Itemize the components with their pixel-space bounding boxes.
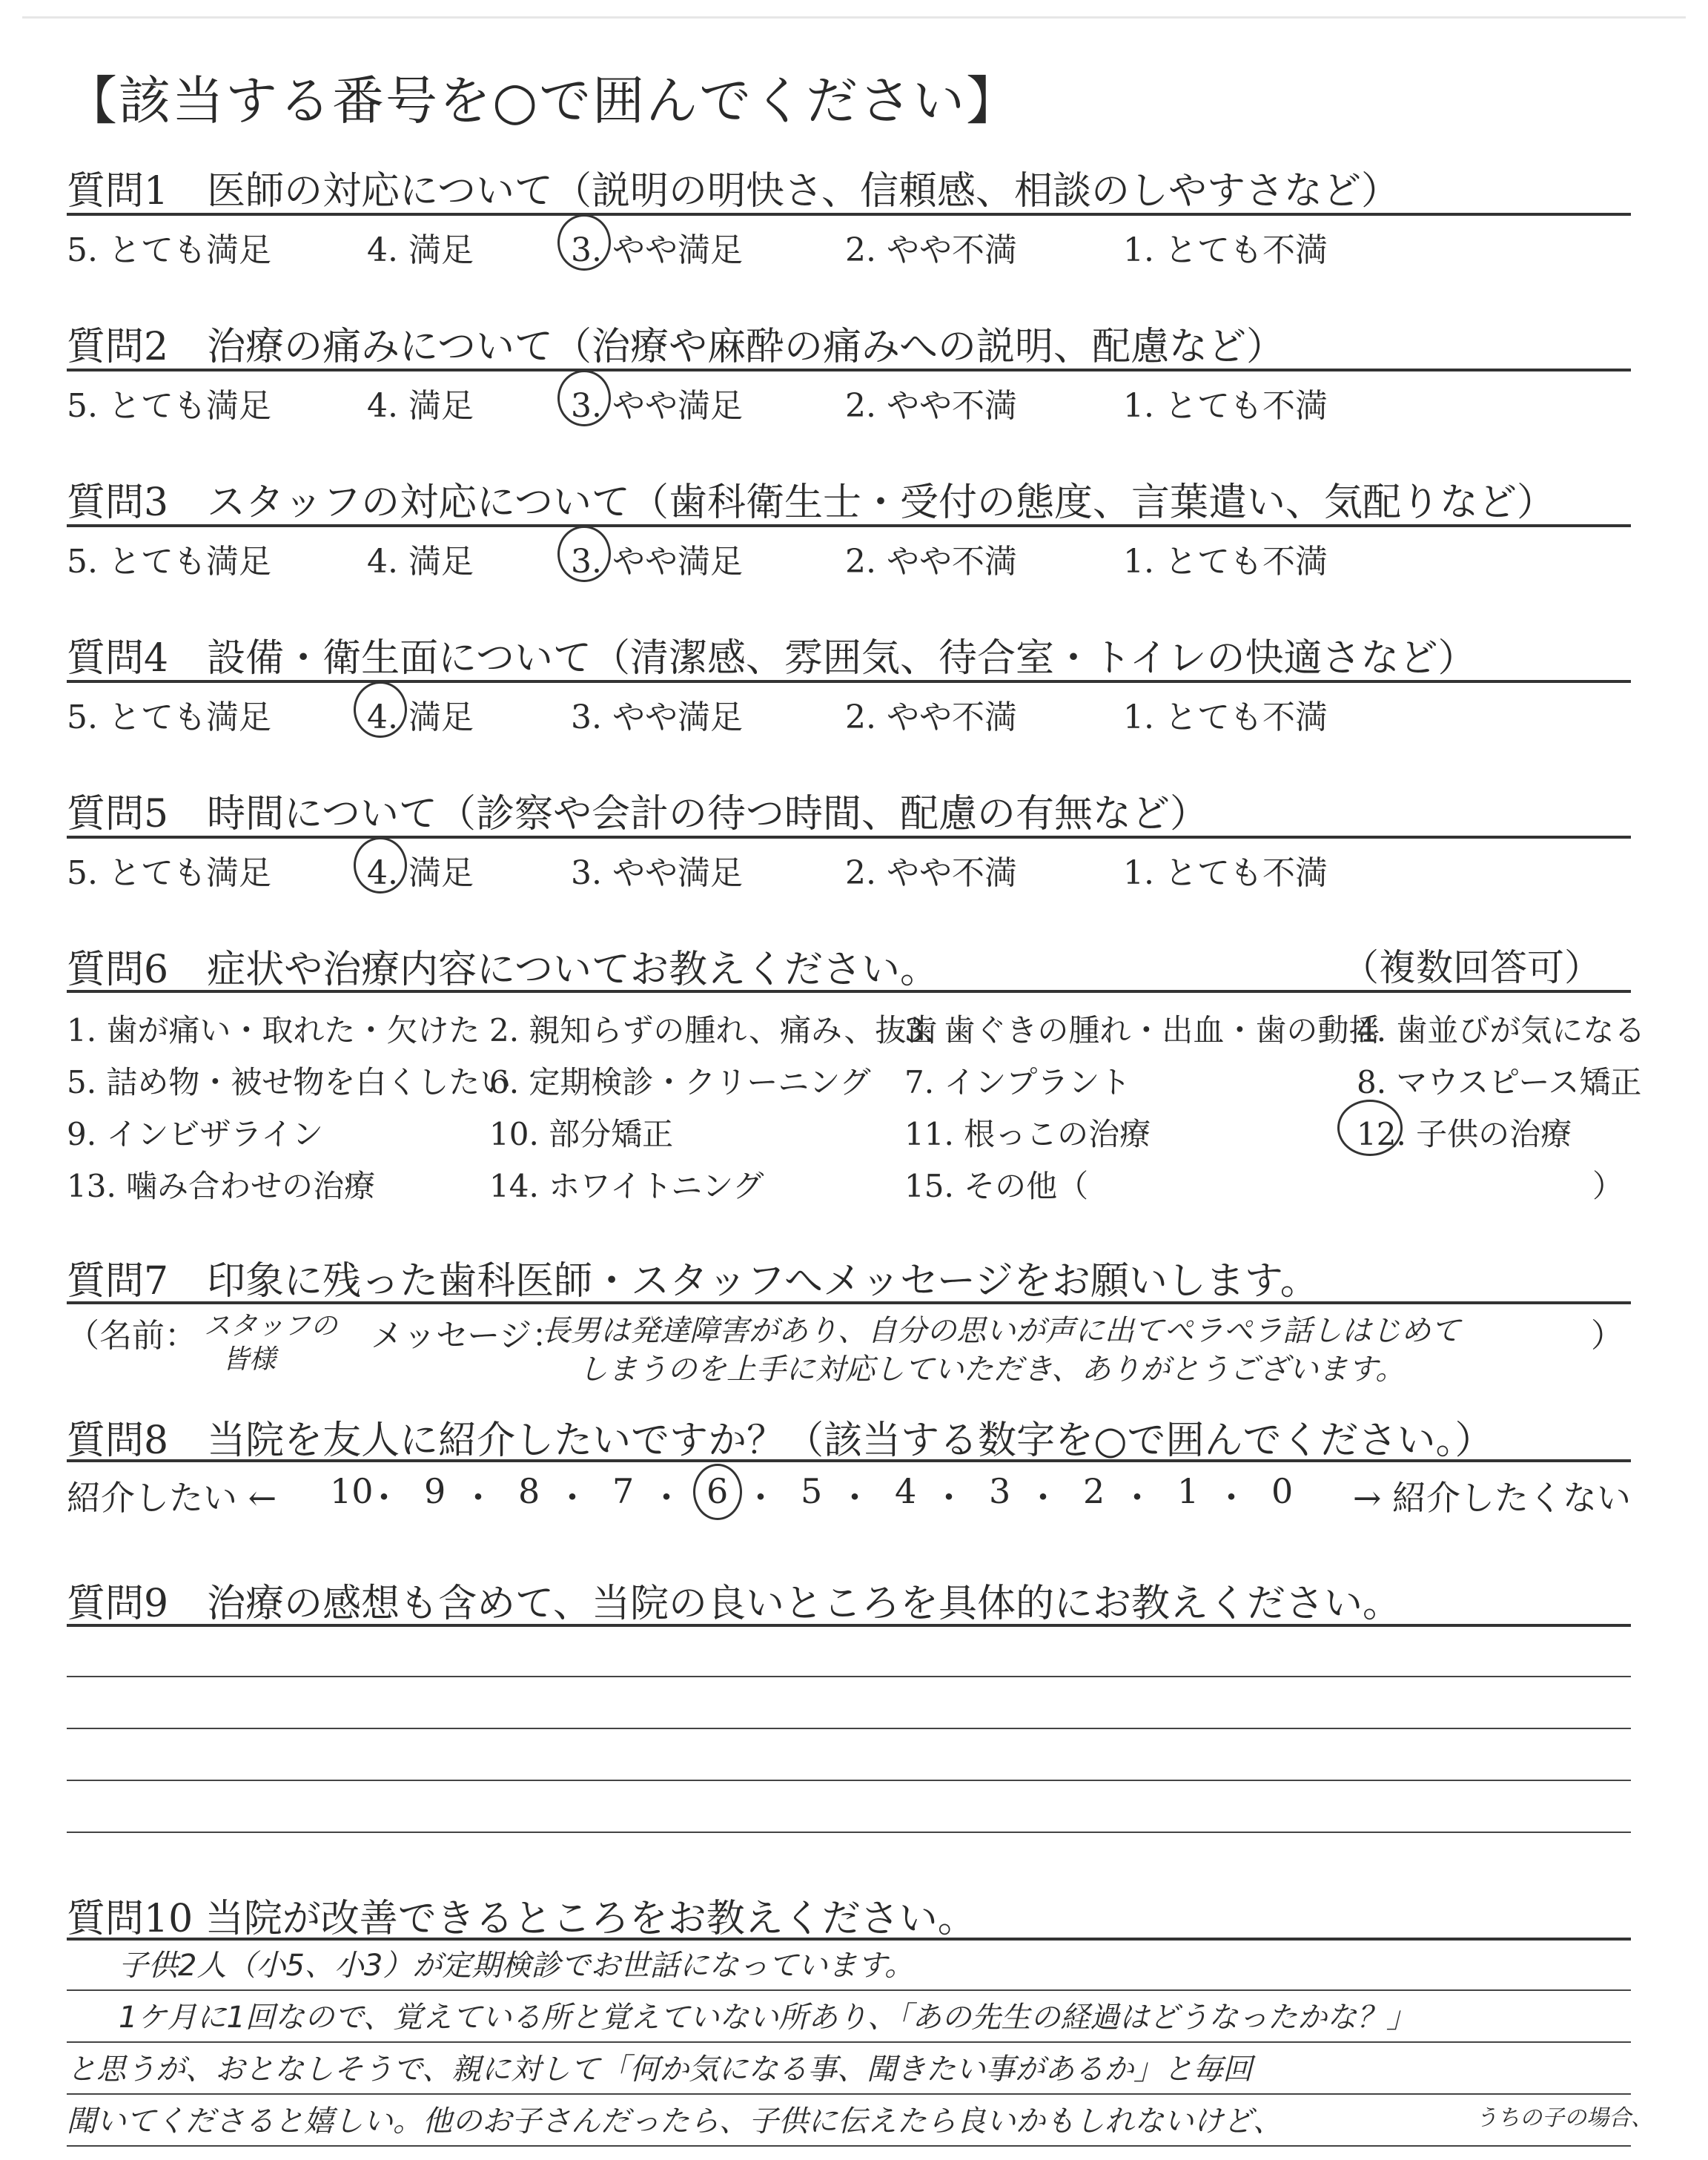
q6-option[interactable]: 1. 歯が痛い・取れた・欠けた [67,1012,480,1048]
question-9 [67,1572,1631,1854]
q8-scale-dot: ・ [1214,1478,1248,1518]
q8-scale-dot: ・ [367,1478,401,1518]
q4-rule [67,680,1631,683]
rating-option[interactable]: 1. とても不満 [1123,387,1328,425]
q6-option[interactable]: 5. 詰め物・被せ物を白くしたい [67,1064,512,1100]
q6-multiple-note: （複数回答可） [1342,946,1601,989]
q7-rule [67,1301,1631,1304]
q6-option[interactable]: 4. 歯並びが気になる [1357,1012,1646,1048]
selection-circle [1337,1100,1403,1156]
rating-option[interactable]: 3. やや満足 [571,698,743,736]
rating-option[interactable]: 3. やや満足 [571,854,743,892]
rating-option[interactable]: 5. とても満足 [67,854,271,892]
q10-rule [67,1938,1631,1941]
q8-scale-dot: ・ [1026,1478,1060,1518]
q9-answer-line [67,1780,1631,1781]
rating-option[interactable]: 3. やや満足 [571,387,743,425]
selection-circle [354,681,407,738]
q6-rule [67,990,1631,993]
selection-circle [557,214,611,271]
q10-title: 質問10 当院が改善できるところをお教えください。 [67,1897,976,1941]
question-7 [67,1249,1631,1398]
q10-answer-line-1: 子供2人（小5、小3）が定期検診でお世話になっています。 [119,1949,915,1983]
q8-scale-dot: ・ [649,1478,683,1518]
q8-scale-value[interactable]: 0 [1271,1471,1294,1511]
q8-scale-value[interactable]: 9 [424,1471,446,1511]
rating-option[interactable]: 4. 満足 [367,698,474,736]
q8-scale-dot: ・ [555,1478,589,1518]
q8-scale-value[interactable]: 2 [1083,1471,1105,1511]
q10-answer-line-2: 1ケ月に1回なので、覚えている所と覚えていない所あり、「あの先生の経過はどうなったかな？」 [119,2001,1417,2035]
q6-option[interactable]: 15. その他（ [904,1168,1089,1204]
q7-close-paren: ） [1591,1317,1623,1355]
q10-answer-line [67,2093,1631,2095]
rating-option[interactable]: 3. やや満足 [571,231,743,269]
q8-scale-value[interactable]: 3 [989,1471,1011,1511]
q6-option[interactable]: 7. インプラント [904,1064,1131,1100]
q6-option[interactable]: 12. 子供の治療 [1357,1116,1572,1152]
q8-scale-dot: ・ [838,1478,872,1518]
q10-answer-line [67,2041,1631,2043]
q6-option[interactable]: 11. 根っこの治療 [904,1116,1151,1152]
rating-option[interactable]: 2. やや不満 [845,698,1017,736]
q8-scale-value[interactable]: 6 [706,1471,729,1511]
q8-title: 質問8 当院を友人に紹介したいですか？（該当する数字を○で囲んでください。） [67,1418,1494,1463]
rating-option[interactable]: 5. とても満足 [67,543,271,581]
rating-option[interactable]: 2. やや不満 [845,387,1017,425]
q8-scale-dot: ・ [1120,1478,1154,1518]
rating-option[interactable]: 1. とても不満 [1123,854,1328,892]
q3-title: 質問3 スタッフの対応について（歯科衛生士・受付の態度、言葉遣い、気配りなど） [67,480,1556,525]
q8-scale-dot: ・ [461,1478,495,1518]
question-5 [67,782,1631,894]
q7-name-value: スタッフの [204,1311,338,1341]
selection-circle [693,1464,742,1520]
question-10 [67,1887,1653,2160]
q8-right-label: → 紹介したくない [1352,1478,1631,1518]
scan-top-edge [22,16,1686,19]
q9-answer-line [67,1676,1631,1677]
rating-option[interactable]: 5. とても満足 [67,231,271,269]
selection-circle [557,526,611,582]
q2-rule [67,369,1631,371]
q8-scale-value[interactable]: 7 [612,1471,635,1511]
question-4 [67,627,1631,738]
q7-name-label: （名前： [67,1317,197,1355]
selection-circle [557,370,611,426]
q5-rule [67,836,1631,839]
q8-scale-dot: ・ [744,1478,778,1518]
q6-option[interactable]: 8. マウスピース矯正 [1357,1064,1642,1100]
q6-option[interactable]: 2. 親知らずの腫れ、痛み、抜歯 [489,1012,938,1048]
q6-option[interactable]: 13. 噛み合わせの治療 [67,1168,376,1204]
q6-option[interactable]: 3. 歯ぐきの腫れ・出血・歯の動揺 [904,1012,1380,1048]
q6-option[interactable]: 6. 定期検診・クリーニング [489,1064,871,1100]
q2-title: 質問2 治療の痛みについて（治療や麻酔の痛みへの説明、配慮など） [67,325,1285,369]
q1-title: 質問1 医師の対応について（説明の明快さ、信頼感、相談のしやすさなど） [67,169,1400,214]
q3-rule [67,524,1631,527]
q10-side-note: うちの子の場合、 [1475,2105,1653,2131]
q8-rule [67,1459,1631,1462]
q9-answer-line [67,1832,1631,1833]
q5-title: 質問5 時間について（診察や会計の待つ時間、配慮の有無など） [67,792,1209,836]
q7-name-value-2: 皆様 [222,1344,277,1375]
rating-option[interactable]: 4. 満足 [367,231,474,269]
q8-scale-value[interactable]: 8 [518,1471,540,1511]
q8-scale-value[interactable]: 10 [330,1471,374,1511]
question-1 [67,159,1631,271]
q8-left-label: 紹介したい ← [67,1478,277,1518]
rating-option[interactable]: 4. 満足 [367,854,474,892]
question-6 [67,938,1646,1220]
rating-option[interactable]: 1. とても不満 [1123,698,1328,736]
q8-scale-dot: ・ [932,1478,966,1518]
q10-answer-line [67,2145,1631,2147]
q9-title: 質問9 治療の感想も含めて、当院の良いところを具体的にお教えください。 [67,1582,1402,1626]
rating-option[interactable]: 1. とても不満 [1123,231,1328,269]
q9-rule [67,1624,1631,1627]
q7-message-line-2: しまうのを上手に対応していただき、ありがとうございます。 [578,1353,1406,1387]
q8-scale-value[interactable]: 1 [1177,1471,1199,1511]
q8-scale-value[interactable]: 4 [895,1471,917,1511]
question-2 [67,315,1631,426]
q9-answer-line [67,1728,1631,1729]
rating-option[interactable]: 4. 満足 [367,387,474,425]
rating-option[interactable]: 5. とても満足 [67,698,271,736]
rating-option[interactable]: 5. とても満足 [67,387,271,425]
selection-circle [354,837,407,894]
q7-message-label: メッセージ： [371,1317,565,1355]
q8-scale-value[interactable]: 5 [801,1471,823,1511]
question-8 [67,1409,1631,1518]
q10-answer-line [67,1989,1631,1991]
q10-answer-line-4: 聞いてくださると嬉しい。他のお子さんだったら、子供に伝えたら良いかもしれないけど、 [67,2104,1282,2138]
q6-title: 質問6 症状や治療内容についてお教えください。 [67,948,939,992]
q6-option[interactable]: 10. 部分矯正 [489,1116,674,1152]
question-3 [67,471,1631,582]
rating-option[interactable]: 2. やや不満 [845,543,1017,581]
q4-title: 質問4 設備・衛生面について（清潔感、雰囲気、待合室・トイレの快適さなど） [67,636,1477,681]
q6-other-close-paren: ） [1592,1168,1623,1204]
rating-option[interactable]: 4. 満足 [367,543,474,581]
rating-option[interactable]: 1. とても不満 [1123,543,1328,581]
q1-rule [67,213,1631,216]
rating-option[interactable]: 2. やや不満 [845,231,1017,269]
q7-title: 質問7 印象に残った歯科医師・スタッフへメッセージをお願いします。 [67,1259,1319,1304]
q10-answer-line-3: と思うが、おとなしそうで、親に対して「何か気になる事、聞きたい事があるか」と毎回 [67,2052,1253,2087]
q7-message-line-1: 長男は発達障害があり、自分の思いが声に出てペラペラ話しはじめて [541,1314,1460,1348]
q6-option[interactable]: 14. ホワイトニング [489,1168,764,1204]
q6-option[interactable]: 9. インビザライン [67,1116,324,1152]
rating-option[interactable]: 3. やや満足 [571,543,743,581]
page-title: 【該当する番号を○で囲んでください】 [65,70,1020,131]
rating-option[interactable]: 2. やや不満 [845,854,1017,892]
